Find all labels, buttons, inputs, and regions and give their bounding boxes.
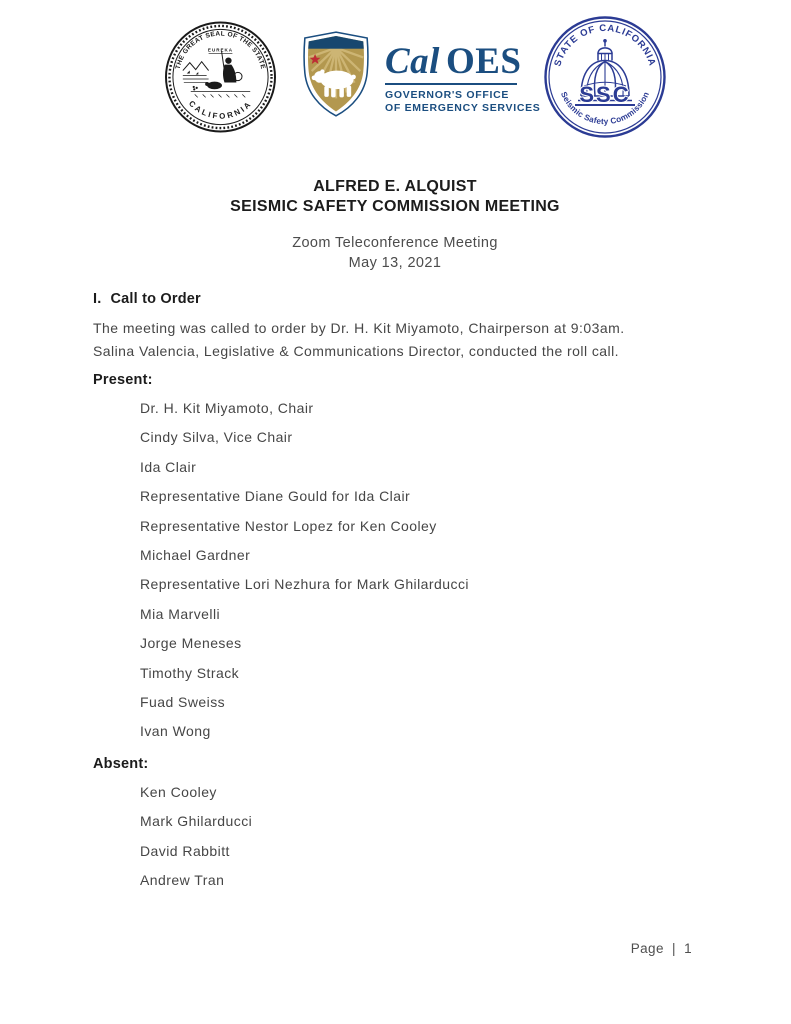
roster-member: Cindy Silva, Vice Chair	[140, 429, 293, 446]
roster-member: Representative Lori Nezhura for Mark Ghilarducci	[140, 576, 469, 593]
document-body	[93, 0, 697, 896]
roster-member: Ivan Wong	[140, 723, 211, 740]
paragraph-line: The meeting was called to order by Dr. H. Kit Miyamoto, Chairperson at 9:03am.	[93, 320, 625, 336]
call-to-order-paragraph	[93, 317, 697, 363]
present-roster	[93, 394, 697, 747]
cal-oes-subtitle-line1: GOVERNOR'S OFFICE	[385, 89, 510, 101]
roster-member: David Rabbitt	[140, 842, 230, 859]
section-numeral: I.	[93, 291, 102, 307]
cal-oes-subtitle-line2: OF EMERGENCY SERVICES	[385, 102, 541, 114]
subtitle-meeting-type: Zoom Teleconference Meeting	[292, 235, 498, 251]
ssc-top-text: STATE OF CALIFORNIA	[552, 22, 658, 68]
roster-member: Representative Nestor Lopez for Ken Cooley	[140, 517, 437, 534]
roster-member: Ken Cooley	[140, 783, 217, 800]
absent-label: Absent:	[93, 755, 149, 772]
roster-member: Mark Ghilarducci	[140, 813, 253, 830]
document-title	[93, 177, 697, 217]
roster-member: Ida Clair	[140, 458, 197, 475]
title-line1: ALFRED E. ALQUIST	[313, 178, 477, 195]
title-line2: SEISMIC SAFETY COMMISSION MEETING	[230, 198, 560, 215]
document-subtitle	[93, 233, 697, 273]
page-number: Page | 1	[630, 941, 692, 956]
roster-member: Jorge Meneses	[140, 635, 242, 652]
ssc-monogram: SSC	[579, 82, 631, 107]
absent-roster	[93, 778, 697, 896]
roster-member: Michael Gardner	[140, 547, 251, 564]
section-title: Call to Order	[110, 291, 201, 307]
section-heading-call-to-order	[93, 289, 697, 309]
subtitle-meeting-date: May 13, 2021	[348, 255, 442, 271]
seal-top-text: THE GREAT SEAL OF THE STATE	[174, 30, 267, 71]
roster-member: Timothy Strack	[140, 664, 240, 681]
roster-member: Dr. H. Kit Miyamoto, Chair	[140, 400, 314, 416]
present-label: Present:	[93, 372, 153, 388]
roster-member: Mia Marvelli	[140, 605, 221, 622]
ssc-bottom-text: Seismic Safety Commission	[558, 90, 652, 127]
roster-member: Fuad Sweiss	[140, 694, 226, 711]
seal-motto-text: EUREKA	[207, 47, 234, 53]
seal-bottom-text: CALIFORNIA	[187, 98, 254, 121]
roster-member: Representative Diane Gould for Ida Clair	[140, 488, 411, 505]
cal-oes-wordmark-cal: Cal	[385, 41, 440, 82]
paragraph-line: Salina Valencia, Legislative & Communications Director, conducted the roll call.	[93, 343, 619, 359]
roster-member: Andrew Tran	[140, 872, 225, 889]
cal-oes-wordmark-oes: OES	[445, 41, 522, 82]
